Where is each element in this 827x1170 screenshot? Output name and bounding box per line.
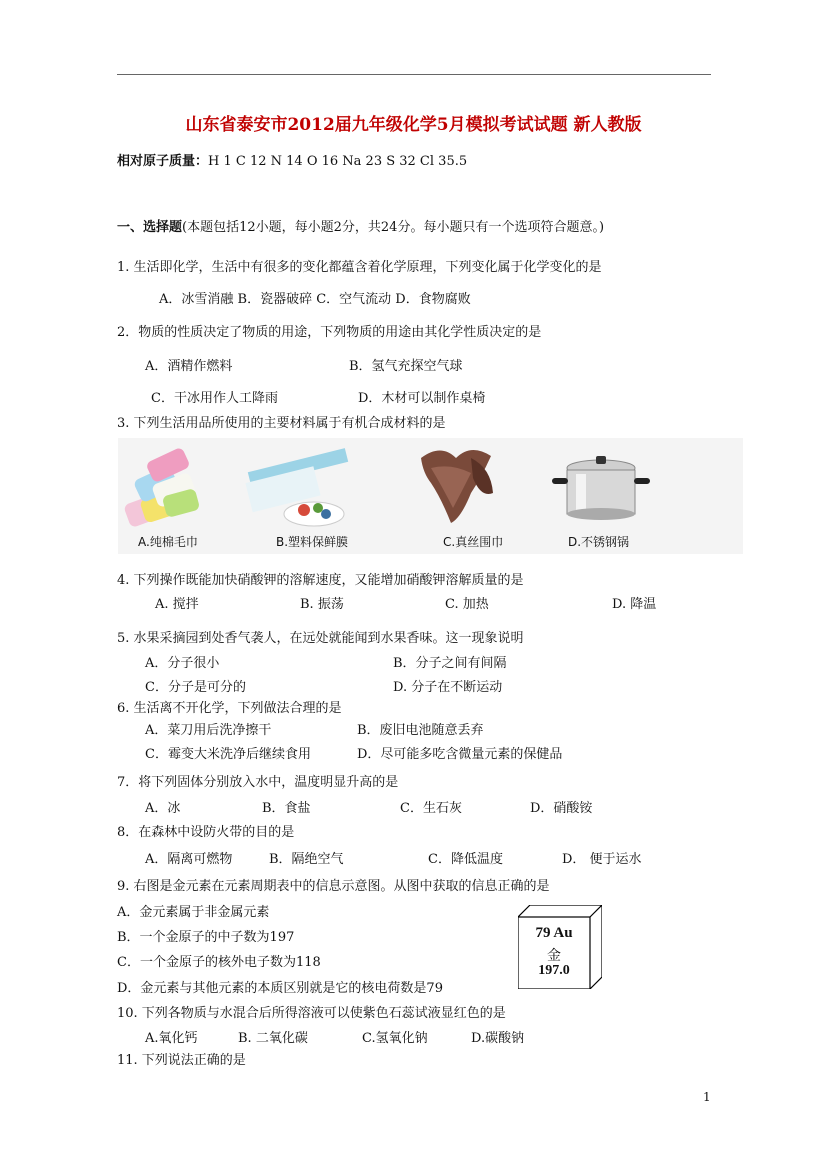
steel-pot-image [546, 438, 656, 554]
q7-option-b: B．食盐 [262, 801, 311, 816]
q8-option-c: C．降低温度 [428, 852, 503, 867]
q2-option-a: A．酒精作燃料 [145, 359, 233, 374]
q6-option-d: D．尽可能多吃含微量元素的保健品 [357, 747, 563, 762]
q8-stem: 8．在森林中设防火带的目的是 [117, 825, 295, 840]
q4-option-b: B. 振荡 [300, 597, 344, 612]
section-title: 一、选择题 [117, 220, 183, 235]
page-number: 1 [703, 1090, 711, 1104]
gold-name: 金 [547, 948, 561, 964]
q9-stem: 9. 右图是金元素在元素周期表中的信息示意图。从图中获取的信息正确的是 [117, 879, 550, 894]
q9-option-b: B．一个金原子的中子数为197 [117, 930, 295, 945]
q5-option-b: B．分子之间有间隔 [393, 656, 507, 671]
plastic-wrap-image [244, 438, 354, 554]
q2-option-b: B．氢气充探空气球 [349, 359, 463, 374]
q8-option-b: B．隔绝空气 [269, 852, 344, 867]
section-heading [117, 216, 604, 235]
q4-option-a: A. 搅拌 [155, 597, 199, 612]
q4-stem: 4. 下列操作既能加快硝酸钾的溶解速度，又能增加硝酸钾溶解质量的是 [117, 573, 524, 588]
silk-scarf-image [411, 438, 511, 554]
q6-stem: 6. 生活离不开化学，下列做法合理的是 [117, 701, 342, 716]
q1-stem: 1. 生活即化学，生活中有很多的变化都蕴含着化学原理，下列变化属于化学变化的是 [117, 260, 602, 275]
q3-caption-b: B.塑料保鲜膜 [276, 535, 349, 549]
q9-option-a: A．金元素属于非金属元素 [117, 905, 270, 920]
atomic-mass-values: H 1 C 12 N 14 O 16 Na 23 S 32 Cl 35.5 [208, 154, 468, 169]
q9-option-c: C．一个金原子的核外电子数为118 [117, 955, 321, 970]
q10-option-d: D.碳酸钠 [471, 1031, 525, 1046]
q7-option-c: C．生石灰 [400, 801, 462, 816]
q10-stem: 10. 下列各物质与水混合后所得溶液可以使紫色石蕊试液显红色的是 [117, 1006, 506, 1021]
q5-option-d: D. 分子在不断运动 [393, 680, 503, 695]
section-note: (本题包括12小题，每小题2分，共24分。每小题只有一个选项符合题意。) [182, 220, 605, 235]
towels-image [118, 438, 238, 554]
q5-option-a: A．分子很小 [145, 656, 220, 671]
q6-option-c: C．霉变大米洗净后继续食用 [145, 747, 311, 762]
q6-option-a: A．菜刀用后洗净擦干 [145, 723, 272, 738]
q10-option-b: B. 二氧化碳 [238, 1031, 308, 1046]
q8-option-d: D． 便于运水 [562, 852, 642, 867]
q7-option-d: D．硝酸铵 [530, 801, 593, 816]
q3-image-strip [118, 438, 743, 554]
page-title: 山东省泰安市2012届九年级化学5月模拟考试试题 新人教版 [185, 115, 642, 135]
atomic-mass-line [117, 150, 467, 169]
q2-stem: 2．物质的性质决定了物质的用途，下列物质的用途由其化学性质决定的是 [117, 325, 542, 340]
gold-element-card [518, 905, 602, 989]
q5-option-c: C．分子是可分的 [145, 680, 246, 695]
q3-caption-c: C.真丝围巾 [443, 535, 504, 549]
q1-options: A．冰雪消融 B．瓷器破碎 C．空气流动 D．食物腐败 [159, 292, 471, 307]
q6-option-b: B．废旧电池随意丢弃 [357, 723, 484, 738]
q4-option-d: D. 降温 [612, 597, 657, 612]
q2-option-d: D．木材可以制作桌椅 [358, 391, 486, 406]
q8-option-a: A．隔离可燃物 [145, 852, 233, 867]
header-rule [117, 74, 711, 75]
atomic-mass-label: 相对原子质量： [117, 154, 209, 169]
q10-option-c: C.氢氧化钠 [362, 1031, 428, 1046]
q3-stem: 3. 下列生活用品所使用的主要材料属于有机合成材料的是 [117, 416, 446, 431]
q11-stem: 11. 下列说法正确的是 [117, 1053, 246, 1068]
q3-caption-d: D.不锈钢锅 [568, 535, 630, 549]
gold-number-symbol: 79 Au [535, 925, 573, 941]
q10-option-a: A.氧化钙 [145, 1031, 198, 1046]
q9-option-d: D．金元素与其他元素的本质区别就是它的核电荷数是79 [117, 981, 443, 996]
q7-option-a: A．冰 [145, 801, 181, 816]
q4-option-c: C. 加热 [445, 597, 489, 612]
gold-mass: 197.0 [538, 963, 570, 978]
q3-caption-a: A.纯棉毛巾 [138, 535, 198, 549]
q5-stem: 5. 水果采摘园到处香气袭人，在远处就能闻到水果香味。这一现象说明 [117, 631, 524, 646]
q7-stem: 7．将下列固体分别放入水中，温度明显升高的是 [117, 775, 399, 790]
q2-option-c: C．干冰用作人工降雨 [151, 391, 278, 406]
